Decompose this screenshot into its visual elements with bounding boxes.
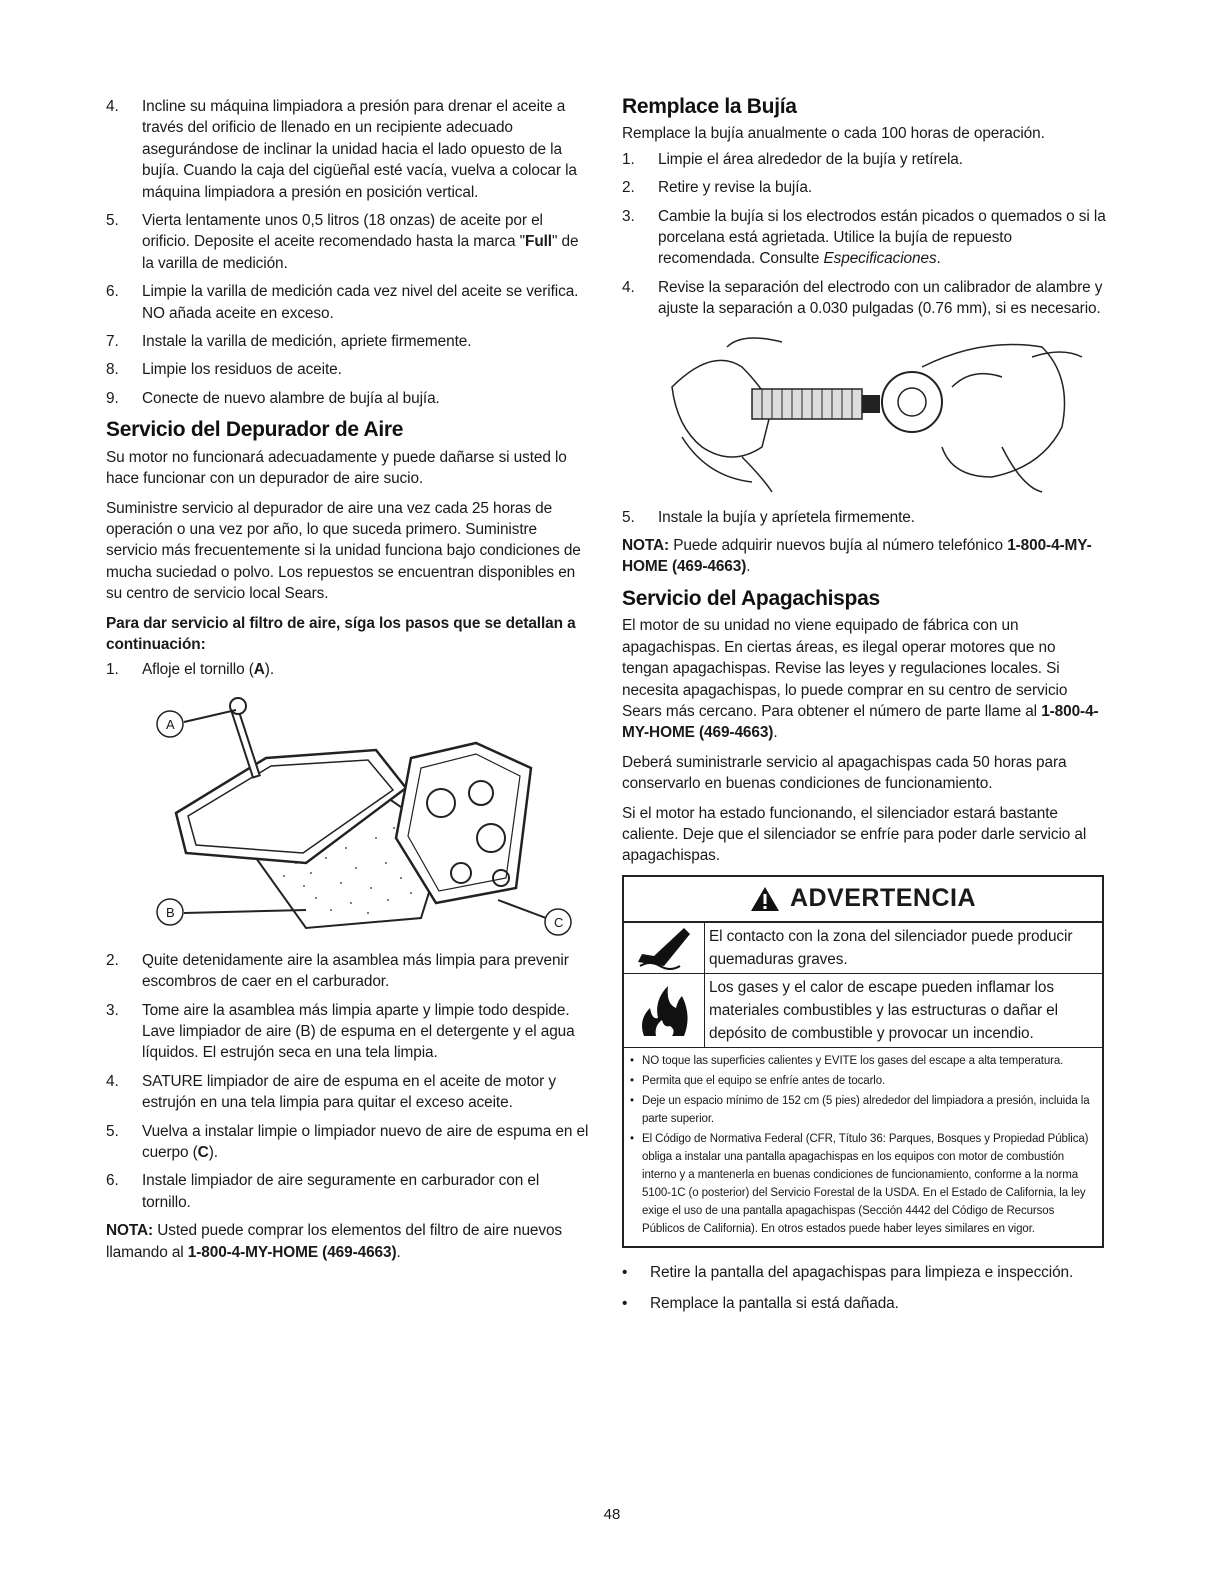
step-number: 7. bbox=[106, 333, 119, 351]
step-text: Quite detenidamente aire la asamblea más limpia para prevenir escombros de caer en el carburador. bbox=[142, 951, 569, 991]
label-a-ref: A bbox=[253, 661, 265, 679]
phone-number: 1-800-4-MY-HOME (469-4663) bbox=[622, 537, 1092, 576]
note-label: NOTA: bbox=[106, 1222, 154, 1240]
oil-step-9 bbox=[106, 388, 590, 409]
warning-triangle-icon bbox=[750, 886, 780, 912]
warning-bullet: • El Código de Normativa Federal (CFR, Título 36: Parques, Bosques y Propiedad Pública) obliga a instalar una pantalla apagachispas en los equipos con motor de combustión interno y a mantenerla en buenas condiciones de funcionamiento, conforme a la norma 5100-1C (o posterior) del Servicio Forestal de la USDA. En el Estado de California, la ley exige el uso de una pantalla apagachispas (Sección 4442 del Código de Recursos Públicos de California). En otros estados puede haber leyes similares en vigor. bbox=[630, 1132, 1089, 1235]
step-number: 4. bbox=[106, 1072, 119, 1090]
warning-bullet-text: Deje un espacio mínimo de 152 cm (5 pies) alrededor del limpiadora a presión, incluida la parte superior. bbox=[642, 1094, 1090, 1125]
warning-bullet: • NO toque las superficies calientes y EVITE los gases del escape a alta temperatura. bbox=[630, 1054, 1064, 1067]
bullet-text: Remplace la pantalla si está dañada. bbox=[650, 1295, 899, 1313]
air-cleaner-paragraph-2: Suministre servicio al depurador de aire una vez cada 25 horas de operación o una vez por año, lo que suceda primero. Suministre servicio más frecuentemente si la unidad funciona bajo condiciones de mucha suciedad o polvo. Los repuestos se encuentran disponibles en su centro de servicio local Sears. bbox=[106, 499, 581, 603]
warning-row-burn bbox=[624, 923, 1102, 974]
specifications-ref: Especificaciones bbox=[823, 250, 937, 268]
step-text: Limpie la varilla de medición cada vez nivel del aceite se verifica. NO añada aceite en exceso. bbox=[142, 283, 579, 322]
paragraph-end: . bbox=[773, 724, 778, 742]
step-text: Instale limpiador de aire seguramente en carburador con el tornillo. bbox=[142, 1172, 540, 1211]
step-number: 8. bbox=[106, 361, 119, 379]
air-step-5 bbox=[106, 1121, 590, 1164]
step-number: 4. bbox=[106, 98, 119, 115]
step-text: Limpie los residuos de aceite. bbox=[142, 361, 342, 379]
air-step-4 bbox=[106, 1071, 590, 1114]
step-text: Vierta lentamente unos 0,5 litros (18 onzas) de aceite por el orificio. Deposite el aceite recomendado hasta la marca " bbox=[142, 212, 543, 251]
warning-burn-text: El contacto con la zona del silenciador puede producir quemaduras graves. bbox=[709, 927, 1073, 968]
note-text: Usted puede comprar los elementos del filtro de aire nuevos llamando al bbox=[106, 1222, 563, 1261]
spark-plug-gap-illustration bbox=[622, 327, 1106, 497]
warning-fire-text: Los gases y el calor de escape pueden inflamar los materiales combustibles y las estructuras o dañar el depósito de combustible y provocar un incendio. bbox=[709, 978, 1058, 1042]
step-text-end: ). bbox=[264, 661, 274, 679]
spark-plug-heading: Remplace la Bujía bbox=[622, 95, 797, 118]
step-text: Cambie la bujía si los electrodos están picados o quemados o si la porcelana está agrietada. Utilice la bujía de repuesto recomendada. Consulte bbox=[658, 207, 1106, 268]
phone-number: 1-800-4-MY-HOME (469-4663) bbox=[622, 702, 1099, 742]
step-number: 3. bbox=[622, 207, 635, 225]
step-text-end: " de la varilla de medición. bbox=[142, 233, 579, 272]
air-step-1 bbox=[106, 659, 590, 680]
step-text: Tome aire la asamblea más limpia aparte y limpie todo despide. Lave limpiador de aire (B) de espuma en el detergente y el agua líquidos. El estrujón seca en una tela limpia. bbox=[142, 1001, 575, 1062]
warning-bullet-text: NO toque las superficies calientes y EVITE los gases del escape a alta temperatura. bbox=[642, 1054, 1064, 1067]
figure-label-a: A bbox=[166, 716, 175, 732]
spark-arrester-heading: Servicio del Apagachispas bbox=[622, 586, 880, 610]
left-column bbox=[106, 96, 590, 1271]
note-text: Puede adquirir nuevos bujía al número telefónico bbox=[669, 537, 1008, 555]
warning-row-fire bbox=[624, 974, 1102, 1048]
air-filter-illustration bbox=[106, 688, 590, 940]
step-text: Retire y revise la bujía. bbox=[658, 179, 813, 197]
air-step-3 bbox=[106, 1000, 590, 1064]
step-number: 3. bbox=[106, 1001, 119, 1019]
page-number: 48 bbox=[603, 1506, 621, 1523]
oil-step-7 bbox=[106, 331, 590, 352]
oil-step-8 bbox=[106, 359, 590, 380]
spark-arrester-paragraph-2: Deberá suministrarle servicio al apagachispas cada 50 horas para conservarlo en buenas condiciones de funcionamiento. bbox=[622, 753, 1067, 793]
oil-step-4 bbox=[106, 96, 590, 203]
air-filter-note bbox=[106, 1220, 590, 1263]
plug-step-2 bbox=[622, 177, 1106, 198]
step-text: Vuelva a instalar limpie o limpiador nuevo de aire de espuma en el cuerpo ( bbox=[142, 1122, 589, 1161]
step-number: 6. bbox=[106, 283, 119, 301]
bullet-text: Retire la pantalla del apagachispas para limpieza e inspección. bbox=[650, 1263, 1074, 1281]
step-number: 5. bbox=[106, 212, 119, 230]
step-text: Instale la bujía y apríetela firmemente. bbox=[658, 508, 915, 526]
step-number: 5. bbox=[106, 1122, 119, 1140]
warning-bullet-text: Permita que el equipo se enfríe antes de tocarlo. bbox=[642, 1074, 886, 1087]
full-mark: Full bbox=[525, 233, 552, 251]
note-end: . bbox=[396, 1243, 401, 1261]
figure-label-b: B bbox=[166, 904, 175, 920]
note-label: NOTA: bbox=[622, 537, 670, 555]
spark-plug-figure bbox=[622, 327, 1106, 497]
step-text-end: . bbox=[936, 250, 941, 268]
right-column bbox=[622, 96, 1106, 1325]
step-number: 2. bbox=[106, 951, 119, 969]
step-text: Revise la separación del electrodo con un calibrador de alambre y ajuste la separación a 0.030 pulgadas (0.76 mm), si es necesario. bbox=[658, 278, 1103, 318]
step-text-end: ). bbox=[208, 1144, 218, 1161]
air-cleaner-instructions-intro: Para dar servicio al filtro de aire, síga los pasos que se detallan a continuación: bbox=[106, 614, 576, 653]
oil-step-6 bbox=[106, 281, 590, 324]
step-number: 1. bbox=[106, 661, 119, 679]
warning-title: ADVERTENCIA bbox=[789, 884, 977, 913]
step-number: 9. bbox=[106, 389, 119, 407]
hot-surface-icon bbox=[624, 923, 705, 973]
plug-step-1 bbox=[622, 149, 1106, 170]
air-step-6 bbox=[106, 1170, 590, 1213]
plug-step-4 bbox=[622, 277, 1106, 320]
step-text: Instale la varilla de medición, apriete firmemente. bbox=[142, 333, 472, 351]
warning-header bbox=[624, 877, 1102, 923]
warning-bullet-list bbox=[624, 1048, 1102, 1246]
final-bullet-2: • Remplace la pantalla si está dañada. bbox=[622, 1295, 899, 1313]
plug-step-5 bbox=[622, 507, 1106, 528]
step-text: Afloje el tornillo ( bbox=[142, 661, 254, 679]
step-text: Limpie el área alrededor de la bujía y retírela. bbox=[658, 150, 963, 168]
air-filter-figure bbox=[106, 688, 590, 940]
step-number: 2. bbox=[622, 179, 635, 197]
final-bullet-1: • Retire la pantalla del apagachispas para limpieza e inspección. bbox=[622, 1263, 1074, 1281]
step-number: 6. bbox=[106, 1172, 119, 1190]
plug-step-3 bbox=[622, 206, 1106, 270]
oil-step-5 bbox=[106, 210, 590, 274]
air-cleaner-paragraph-1: Su motor no funcionará adecuadamente y puede dañarse si usted lo hace funcionar con un depurador de aire sucio. bbox=[106, 448, 567, 488]
label-c-ref: C bbox=[197, 1144, 209, 1161]
step-text: SATURE limpiador de aire de espuma en el aceite de motor y estrujón en una tela limpia para quitar el exceso aceite. bbox=[142, 1072, 556, 1112]
air-step-2 bbox=[106, 950, 590, 993]
fire-icon bbox=[624, 974, 705, 1047]
air-cleaner-heading: Servicio del Depurador de Aire bbox=[106, 418, 404, 442]
spark-plug-note bbox=[622, 535, 1106, 578]
step-number: 1. bbox=[622, 150, 635, 168]
step-number: 5. bbox=[622, 508, 635, 526]
warning-bullet: • Deje un espacio mínimo de 152 cm (5 pies) alrededor del limpiadora a presión, incluida la parte superior. bbox=[630, 1094, 1090, 1125]
warning-bullet-text: El Código de Normativa Federal (CFR, Título 36: Parques, Bosques y Propiedad Pública) obliga a instalar una pantalla apagachispas en los equipos con motor de combustión interno y a mantenerla en buenas condiciones de funcionamiento, conforme a la norma 5100-1C (o posterior) del Servicio Forestal de la USDA. En el Estado de California, la ley exige el uso de una pantalla apagachispas (Sección 4442 del Código de Recursos Públicos de California). En otros estados puede haber leyes similares en vigor. bbox=[642, 1132, 1089, 1235]
paragraph-text: El motor de su unidad no viene equipado de fábrica con un apagachispas. En ciertas áreas, es ilegal operar motores que no tengan apagachispas. Revise las leyes y regulaciones locales. Si necesita apagachispas, lo puede comprar en su centro de servicio Sears más cercano. Para obtener el número de parte llame al bbox=[622, 617, 1068, 720]
spark-plug-intro: Remplace la bujía anualmente o cada 100 horas de operación. bbox=[622, 125, 1045, 143]
phone-number: 1-800-4-MY-HOME (469-4663) bbox=[187, 1243, 397, 1261]
warning-bullet: • Permita que el equipo se enfríe antes de tocarlo. bbox=[630, 1074, 886, 1087]
spark-arrester-paragraph-1 bbox=[622, 615, 1106, 743]
step-number: 4. bbox=[622, 278, 635, 296]
note-end: . bbox=[746, 558, 751, 576]
spark-arrester-paragraph-3: Si el motor ha estado funcionando, el silenciador estará bastante caliente. Deje que el silenciador se enfríe para poder darle servicio al apagachispas. bbox=[622, 804, 1087, 865]
figure-label-c: C bbox=[554, 914, 564, 930]
warning-box bbox=[622, 875, 1104, 1248]
step-text: Conecte de nuevo alambre de bujía al bujía. bbox=[142, 389, 440, 407]
step-text: Incline su máquina limpiadora a presión para drenar el aceite a través del orificio de llenado en un recipiente adecuado asegurándose de inclinar la unidad hacia el lado opuesto de la bujía. Cuando la caja del cigüeñal esté vacía, vuelva a colocar la máquina limpiadora a presión en posición vertical. bbox=[142, 98, 577, 201]
